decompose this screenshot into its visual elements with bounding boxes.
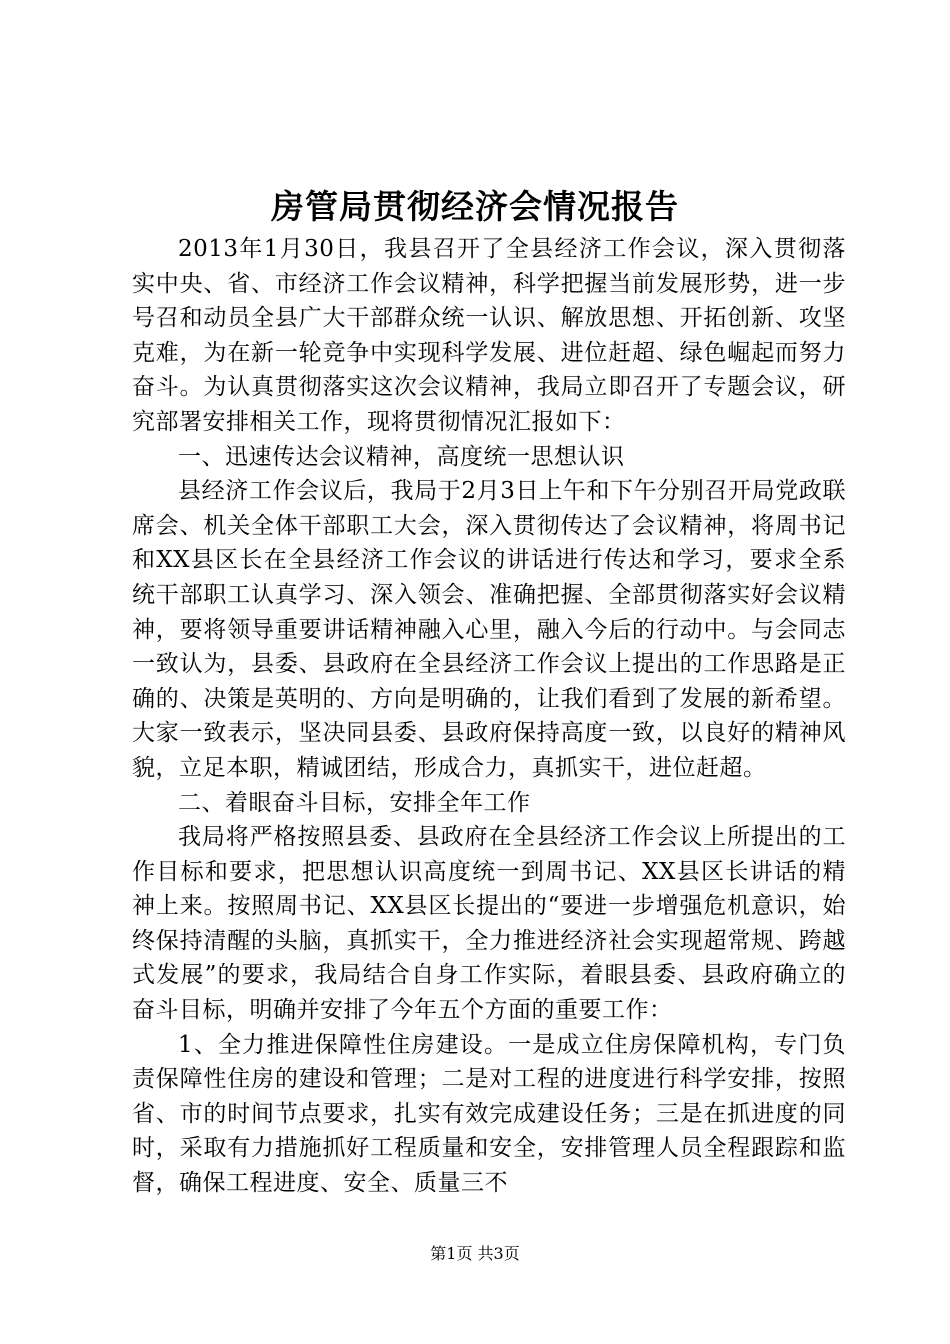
- paragraph-item-1: 1、全力推进保障性住房建设。一是成立住房保障机构，专门负责保障性住房的建设和管理；二是对工程的进度进行科学安排，按照省、市的时间节点要求，扎实有效完成建设任务；三是在抓进度的同时，采取有力措施抓好工程质量和安全，安排管理人员全程跟踪和监督，确保工程进度、安全、质量三不: [132, 1031, 846, 1197]
- section-heading-2: 二、着眼奋斗目标，安排全年工作: [178, 789, 531, 816]
- document-title: 房管局贯彻经济会情况报告: [271, 187, 679, 226]
- paragraph-section-1: 县经济工作会议后，我局于2月3日上午和下午分别召开局党政联席会、机关全体干部职工大会，深入贯彻传达了会议精神，将周书记和XX县区长在全县经济工作会议的讲话进行传达和学习，要求全系统干部职工认真学习、深入领会、准确把握、全部贯彻落实好会议精神，要将领导重要讲话精神融入心里，融入今后的行动中。与会同志一致认为，县委、县政府在全县经济工作会议上提出的工作思路是正确的、决策是英明的、方向是明确的，让我们看到了发展的新希望。大家一致表示，坚决同县委、县政府保持高度一致，以良好的精神风貌，立足本职，精诚团结，形成合力，真抓实干，进位赶超。: [132, 478, 846, 781]
- paragraph-section-2: 我局将严格按照县委、县政府在全县经济工作会议上所提出的工作目标和要求，把思想认识高度统一到周书记、XX县区长讲话的精神上来。按照周书记、XX县区长提出的“要进一步增强危机意识，始终保持清醒的头脑，真抓实干，全力推进经济社会实现超常规、跨越式发展”的要求，我局结合自身工作实际，着眼县委、县政府确立的奋斗目标，明确并安排了今年五个方面的重要工作：: [132, 824, 846, 1024]
- page-footer: 第1页 共3页: [430, 1244, 520, 1263]
- section-heading-1: 一、迅速传达会议精神，高度统一思想认识: [178, 443, 625, 470]
- paragraph-intro: 2013年1月30日，我县召开了全县经济工作会议，深入贯彻落实中央、省、市经济工作会议精神，科学把握当前发展形势，进一步号召和动员全县广大干部群众统一认识、解放思想、开拓创新、攻坚克难，为在新一轮竞争中实现科学发展、进位赶超、绿色崛起而努力奋斗。为认真贯彻落实这次会议精神，我局立即召开了专题会议，研究部署安排相关工作，现将贯彻情况汇报如下：: [132, 236, 846, 435]
- document-body: [132, 232, 846, 1201]
